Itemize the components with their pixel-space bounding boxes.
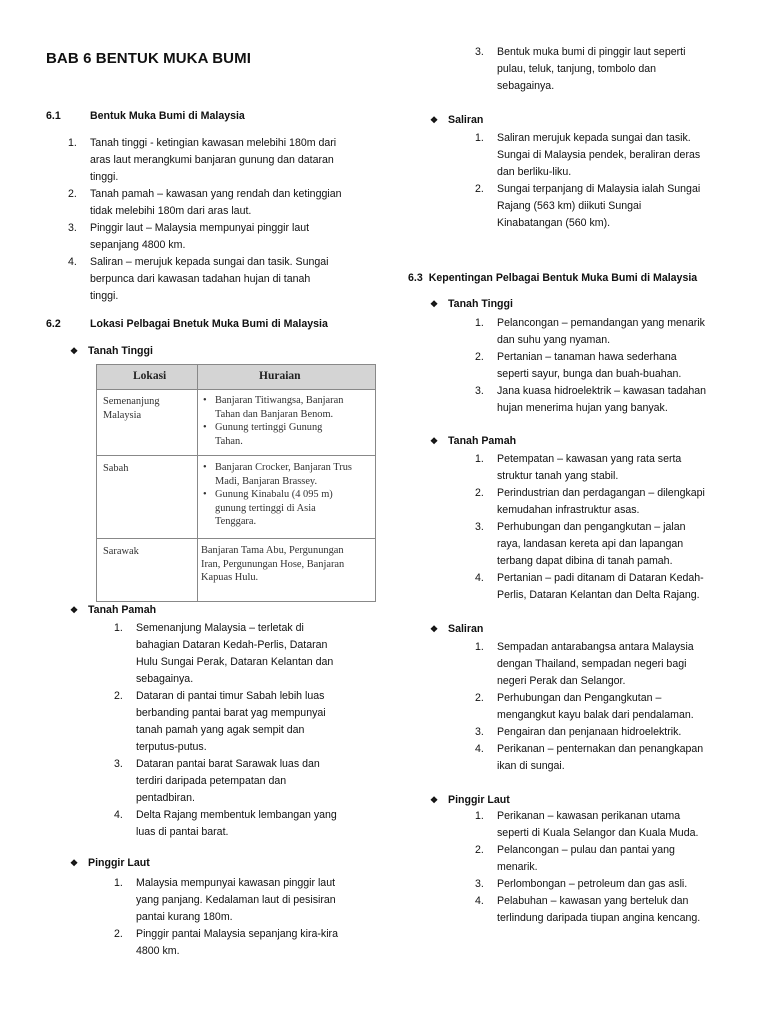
list-item-line: sebagainya.: [136, 673, 194, 685]
list-item-line: tinggi.: [90, 290, 119, 302]
list-item: [475, 690, 737, 724]
section-number: 6.3: [408, 272, 423, 284]
table-header: [97, 365, 375, 390]
list-6-2-tanah-pamah: [114, 620, 376, 841]
cell-line: gunung tertinggi di Asia: [215, 502, 316, 514]
list-item-line: Tanah tinggi - ketingian kawasan melebihi 180m dari: [90, 137, 337, 149]
list-item: [475, 570, 737, 604]
list-item-number: 1.: [475, 132, 484, 144]
list-item-line: Sungai terpanjang di Malaysia ialah Sungai: [497, 183, 701, 195]
subheading-label: Tanah Tinggi: [88, 345, 153, 357]
list-item-number: 3.: [475, 46, 484, 58]
table-divider: [197, 365, 198, 601]
cell-line: Kapuas Hulu.: [201, 572, 259, 583]
list-item-line: Pelabuhan – kawasan yang berteluk dan: [497, 895, 689, 907]
list-item-line: terputus-putus.: [136, 741, 207, 753]
list-item: [475, 876, 737, 893]
list-item-number: 1.: [114, 877, 123, 889]
list-item: [475, 519, 737, 570]
diamond-bullet-icon: ❖: [430, 624, 439, 634]
list-item-line: Pengairan dan penjanaan hidroelektrik.: [497, 726, 682, 738]
list-item-line: luas di pantai barat.: [136, 826, 229, 838]
list-item: [475, 451, 737, 485]
cell-line: Tenggara.: [215, 516, 257, 527]
subheading-label: Tanah Pamah: [448, 435, 517, 447]
list-item: [68, 254, 380, 305]
table-cell-description: [203, 394, 371, 448]
list-item: [475, 383, 737, 417]
list-item: [475, 44, 737, 95]
list-item-line: Perikanan – penternakan dan penangkapan: [497, 743, 704, 755]
list-6-3-saliran: [475, 639, 737, 775]
section-title: Lokasi Pelbagai Bnetuk Muka Bumi di Malaysia: [90, 318, 328, 330]
list-item-line: dan suhu yang nyaman.: [497, 334, 611, 346]
list-item-line: dengan Thailand, sempadan negeri bagi: [497, 658, 687, 670]
subheading-label: Tanah Pamah: [88, 604, 157, 616]
cell-line: • Gunung Kinabalu (4 095 m): [215, 489, 333, 500]
list-item-line: mengangkut kayu balak dari pendalaman.: [497, 709, 694, 721]
subheading-tanah-tinggi: [70, 345, 153, 357]
list-item-number: 4.: [475, 572, 484, 584]
list-item-number: 1.: [475, 810, 484, 822]
subheading-saliran: [430, 114, 483, 126]
subheading-label: Pinggir Laut: [88, 857, 150, 869]
list-item: [475, 741, 737, 775]
list-6-3-tanah-pamah: [475, 451, 737, 604]
table-bullet: [203, 488, 371, 529]
list-item-line: Pelancongan – pulau dan pantai yang: [497, 844, 675, 856]
location-table: [96, 364, 376, 602]
list-item-line: Kinabatangan (560 km).: [497, 217, 611, 229]
list-6-2-saliran: [475, 130, 737, 232]
table-header-lokasi: Lokasi: [133, 370, 167, 382]
list-item-number: 3.: [475, 521, 484, 533]
list-item-line: Dataran di pantai timur Sabah lebih luas: [136, 690, 325, 702]
list-6-3-tanah-tinggi: [475, 315, 737, 417]
list-item: [114, 756, 376, 807]
list-item-line: yang panjang. Kedalaman laut di pesisiran: [136, 894, 336, 906]
list-item-number: 1.: [114, 622, 123, 634]
list-item-line: kemudahan infrastruktur asas.: [497, 504, 640, 516]
list-item-line: terdiri daripada petempatan dan: [136, 775, 287, 787]
list-item-number: 1.: [475, 641, 484, 653]
list-item-line: dan berliku-liku.: [497, 166, 572, 178]
diamond-bullet-icon: ❖: [70, 346, 79, 356]
subheading-label: Saliran: [448, 623, 484, 635]
table-divider: [97, 538, 375, 539]
list-item-line: Dataran pantai barat Sarawak luas dan: [136, 758, 320, 770]
list-item-line: berbanding pantai barat yag mempunyai: [136, 707, 326, 719]
list-item: [114, 620, 376, 688]
list-item: [475, 349, 737, 383]
list-6-3-pinggir-laut: [475, 808, 737, 927]
list-item-line: ikan di sungai.: [497, 760, 565, 772]
list-item: [114, 688, 376, 756]
diamond-bullet-icon: ❖: [70, 858, 79, 868]
list-item-line: terlindung daripada tiupan angina kencang.: [497, 912, 701, 924]
list-item-line: Perlombongan – petroleum dan gas asli.: [497, 878, 688, 890]
list-item-number: 2.: [475, 351, 484, 363]
doc-title: BAB 6 BENTUK MUKA BUMI: [46, 50, 251, 67]
list-item-number: 2.: [475, 692, 484, 704]
list-item-number: 2.: [475, 183, 484, 195]
list-item-line: Sungai di Malaysia pendek, beraliran deras: [497, 149, 701, 161]
table-cell-description: [203, 461, 371, 529]
list-item: [475, 315, 737, 349]
list-item: [114, 926, 376, 960]
list-item-line: Perikanan – kawasan perikanan utama: [497, 810, 681, 822]
subheading-pinggir-laut: [430, 794, 510, 806]
list-item: [114, 807, 376, 841]
list-item: [475, 808, 737, 842]
section-6-3-heading: [408, 272, 697, 284]
list-item: [68, 220, 380, 254]
list-item-line: Perlis, Dataran Kelantan dan Delta Rajang.: [497, 589, 700, 601]
list-item-line: Malaysia mempunyai kawasan pinggir laut: [136, 877, 336, 889]
cell-line: • Gunung tertinggi Gunung: [215, 422, 323, 433]
list-item-number: 2.: [114, 690, 123, 702]
list-item: [114, 875, 376, 926]
cell-line: Malaysia: [103, 410, 142, 421]
table-cell-location: [103, 462, 128, 476]
list-item-line: Pinggir pantai Malaysia sepanjang kira-kira: [136, 928, 338, 940]
list-item-number: 1.: [68, 137, 77, 149]
list-item-line: Perhubungan dan Pengangkutan –: [497, 692, 662, 704]
list-item-line: tanah pamah yang agak sempit dan: [136, 724, 305, 736]
subheading-tanah-pamah: [430, 435, 516, 447]
list-item-number: 3.: [114, 758, 123, 770]
subheading-pinggir-laut: [70, 857, 150, 869]
list-item-number: 3.: [475, 385, 484, 397]
list-item: [475, 893, 737, 927]
list-item-line: pentadbiran.: [136, 792, 195, 804]
diamond-bullet-icon: ❖: [430, 436, 439, 446]
table-header-huraian: Huraian: [259, 370, 301, 382]
list-6-2-pinggir-laut-b: [475, 44, 737, 95]
list-item-line: bahagian Dataran Kedah-Perlis, Dataran: [136, 639, 328, 651]
subheading-label: Tanah Tinggi: [448, 298, 513, 310]
list-item: [475, 724, 737, 741]
list-item-line: 4800 km.: [136, 945, 180, 957]
diamond-bullet-icon: ❖: [430, 299, 439, 309]
table-cell-location: [103, 395, 160, 423]
list-item-number: 3.: [475, 878, 484, 890]
subheading-tanah-tinggi: [430, 298, 513, 310]
subheading-tanah-pamah: [70, 604, 156, 616]
section-title: Bentuk Muka Bumi di Malaysia: [90, 110, 245, 122]
list-item-number: 1.: [475, 317, 484, 329]
table-cell-description: [201, 544, 369, 585]
list-item-number: 4.: [114, 809, 123, 821]
list-item-line: seperti sayur, bunga dan buah-buahan.: [497, 368, 682, 380]
subheading-saliran: [430, 623, 483, 635]
list-item-line: Sempadan antarabangsa antara Malaysia: [497, 641, 694, 653]
cell-line: Tahan.: [215, 435, 243, 447]
list-item-line: struktur tanah yang stabil.: [497, 470, 619, 482]
table-bullet: [203, 461, 371, 488]
section-6-2-heading: [46, 318, 328, 330]
section-number: 6.2: [46, 318, 61, 330]
list-item: [475, 842, 737, 876]
list-item: [475, 130, 737, 181]
list-item-line: Tanah pamah – kawasan yang rendah dan ketinggian: [90, 188, 342, 200]
cell-line: Tahan dan Banjaran Benom.: [215, 408, 334, 420]
table-bullet: [203, 394, 371, 421]
list-item-number: 2.: [475, 487, 484, 499]
cell-line: • Banjaran Titiwangsa, Banjaran: [215, 395, 344, 406]
list-item-line: sebagainya.: [497, 80, 555, 92]
list-item-line: Bentuk muka bumi di pinggir laut seperti: [497, 46, 686, 58]
list-item: [68, 186, 380, 220]
diamond-bullet-icon: ❖: [430, 115, 439, 125]
list-item-number: 3.: [68, 222, 77, 234]
list-item-line: berpunca dari kawasan tadahan hujan di tanah: [90, 273, 311, 285]
list-item-line: Perindustrian dan perdagangan – dilengkapi: [497, 487, 705, 499]
list-item-line: pantai kurang 180m.: [136, 911, 233, 923]
list-item: [475, 485, 737, 519]
cell-line: Sabah: [103, 463, 129, 474]
cell-line: Iran, Pergunungan Hose, Banjaran: [201, 558, 345, 570]
subheading-label: Saliran: [448, 114, 484, 126]
cell-line: Madi, Banjaran Brassey.: [215, 475, 318, 487]
list-item-line: sepanjang 4800 km.: [90, 239, 186, 251]
list-item-line: Pinggir laut – Malaysia mempunyai pinggir laut: [90, 222, 310, 234]
list-item-line: Rajang (563 km) diikuti Sungai: [497, 200, 642, 212]
list-item-number: 3.: [475, 726, 484, 738]
section-number: 6.1: [46, 110, 61, 122]
list-item-line: Semenanjung Malaysia – terletak di: [136, 622, 304, 634]
cell-line: Banjaran Tama Abu, Pergunungan: [201, 545, 344, 556]
list-item: [475, 639, 737, 690]
table-cell-location: [103, 545, 139, 559]
list-item-line: Petempatan – kawasan yang rata serta: [497, 453, 682, 465]
cell-line: Semenanjung: [103, 396, 160, 407]
table-divider: [97, 455, 375, 456]
list-item-number: 1.: [475, 453, 484, 465]
subheading-label: Pinggir Laut: [448, 794, 510, 806]
cell-line: • Banjaran Crocker, Banjaran Trus: [215, 462, 352, 473]
list-item: [475, 181, 737, 232]
list-item-line: hujan menerima hujan yang banyak.: [497, 402, 668, 414]
list-item-line: Saliran merujuk kepada sungai dan tasik.: [497, 132, 691, 144]
table-bullet: [203, 421, 371, 448]
section-title: Kepentingan Pelbagai Bentuk Muka Bumi di Malaysia: [428, 272, 698, 284]
list-item-line: menarik.: [497, 861, 538, 873]
diamond-bullet-icon: ❖: [70, 605, 79, 615]
list-item-line: Pertanian – tanaman hawa sederhana: [497, 351, 677, 363]
list-item-line: Pelancongan – pemandangan yang menarik: [497, 317, 705, 329]
list-item-line: aras laut merangkumi banjaran gunung dan dataran: [90, 154, 334, 166]
list-item-number: 2.: [475, 844, 484, 856]
list-item-number: 2.: [114, 928, 123, 940]
list-item-line: Saliran – merujuk kepada sungai dan tasik. Sungai: [90, 256, 329, 268]
list-item-number: 4.: [475, 743, 484, 755]
list-item-line: raya, landasan kereta api dan lapangan: [497, 538, 684, 550]
list-item-line: seperti di Kuala Selangor dan Kuala Muda.: [497, 827, 699, 839]
list-6-2-pinggir-laut-a: [114, 875, 376, 960]
diamond-bullet-icon: ❖: [430, 795, 439, 805]
list-item: [68, 135, 380, 186]
list-item-number: 4.: [68, 256, 77, 268]
section-6-1-heading: [46, 110, 245, 122]
list-item-line: Jana kuasa hidroelektrik – kawasan tadahan: [497, 385, 707, 397]
list-item-line: Delta Rajang membentuk lembangan yang: [136, 809, 337, 821]
list-item-line: terbang dapat dibina di tanah pamah.: [497, 555, 673, 567]
list-item-line: Pertanian – padi ditanam di Dataran Kedah-: [497, 572, 704, 584]
list-item-line: tidak melebihi 180m dari aras laut.: [90, 205, 252, 217]
cell-line: Sarawak: [103, 546, 139, 557]
list-6-1: [68, 135, 380, 305]
list-item-number: 2.: [68, 188, 77, 200]
list-item-line: Perhubungan dan pengangkutan – jalan: [497, 521, 686, 533]
list-item-number: 4.: [475, 895, 484, 907]
list-item-line: Hulu Sungai Perak, Dataran Kelantan dan: [136, 656, 334, 668]
list-item-line: tinggi.: [90, 171, 119, 183]
list-item-line: pulau, teluk, tanjung, tombolo dan: [497, 63, 657, 75]
list-item-line: negeri Perak dan Selangor.: [497, 675, 626, 687]
